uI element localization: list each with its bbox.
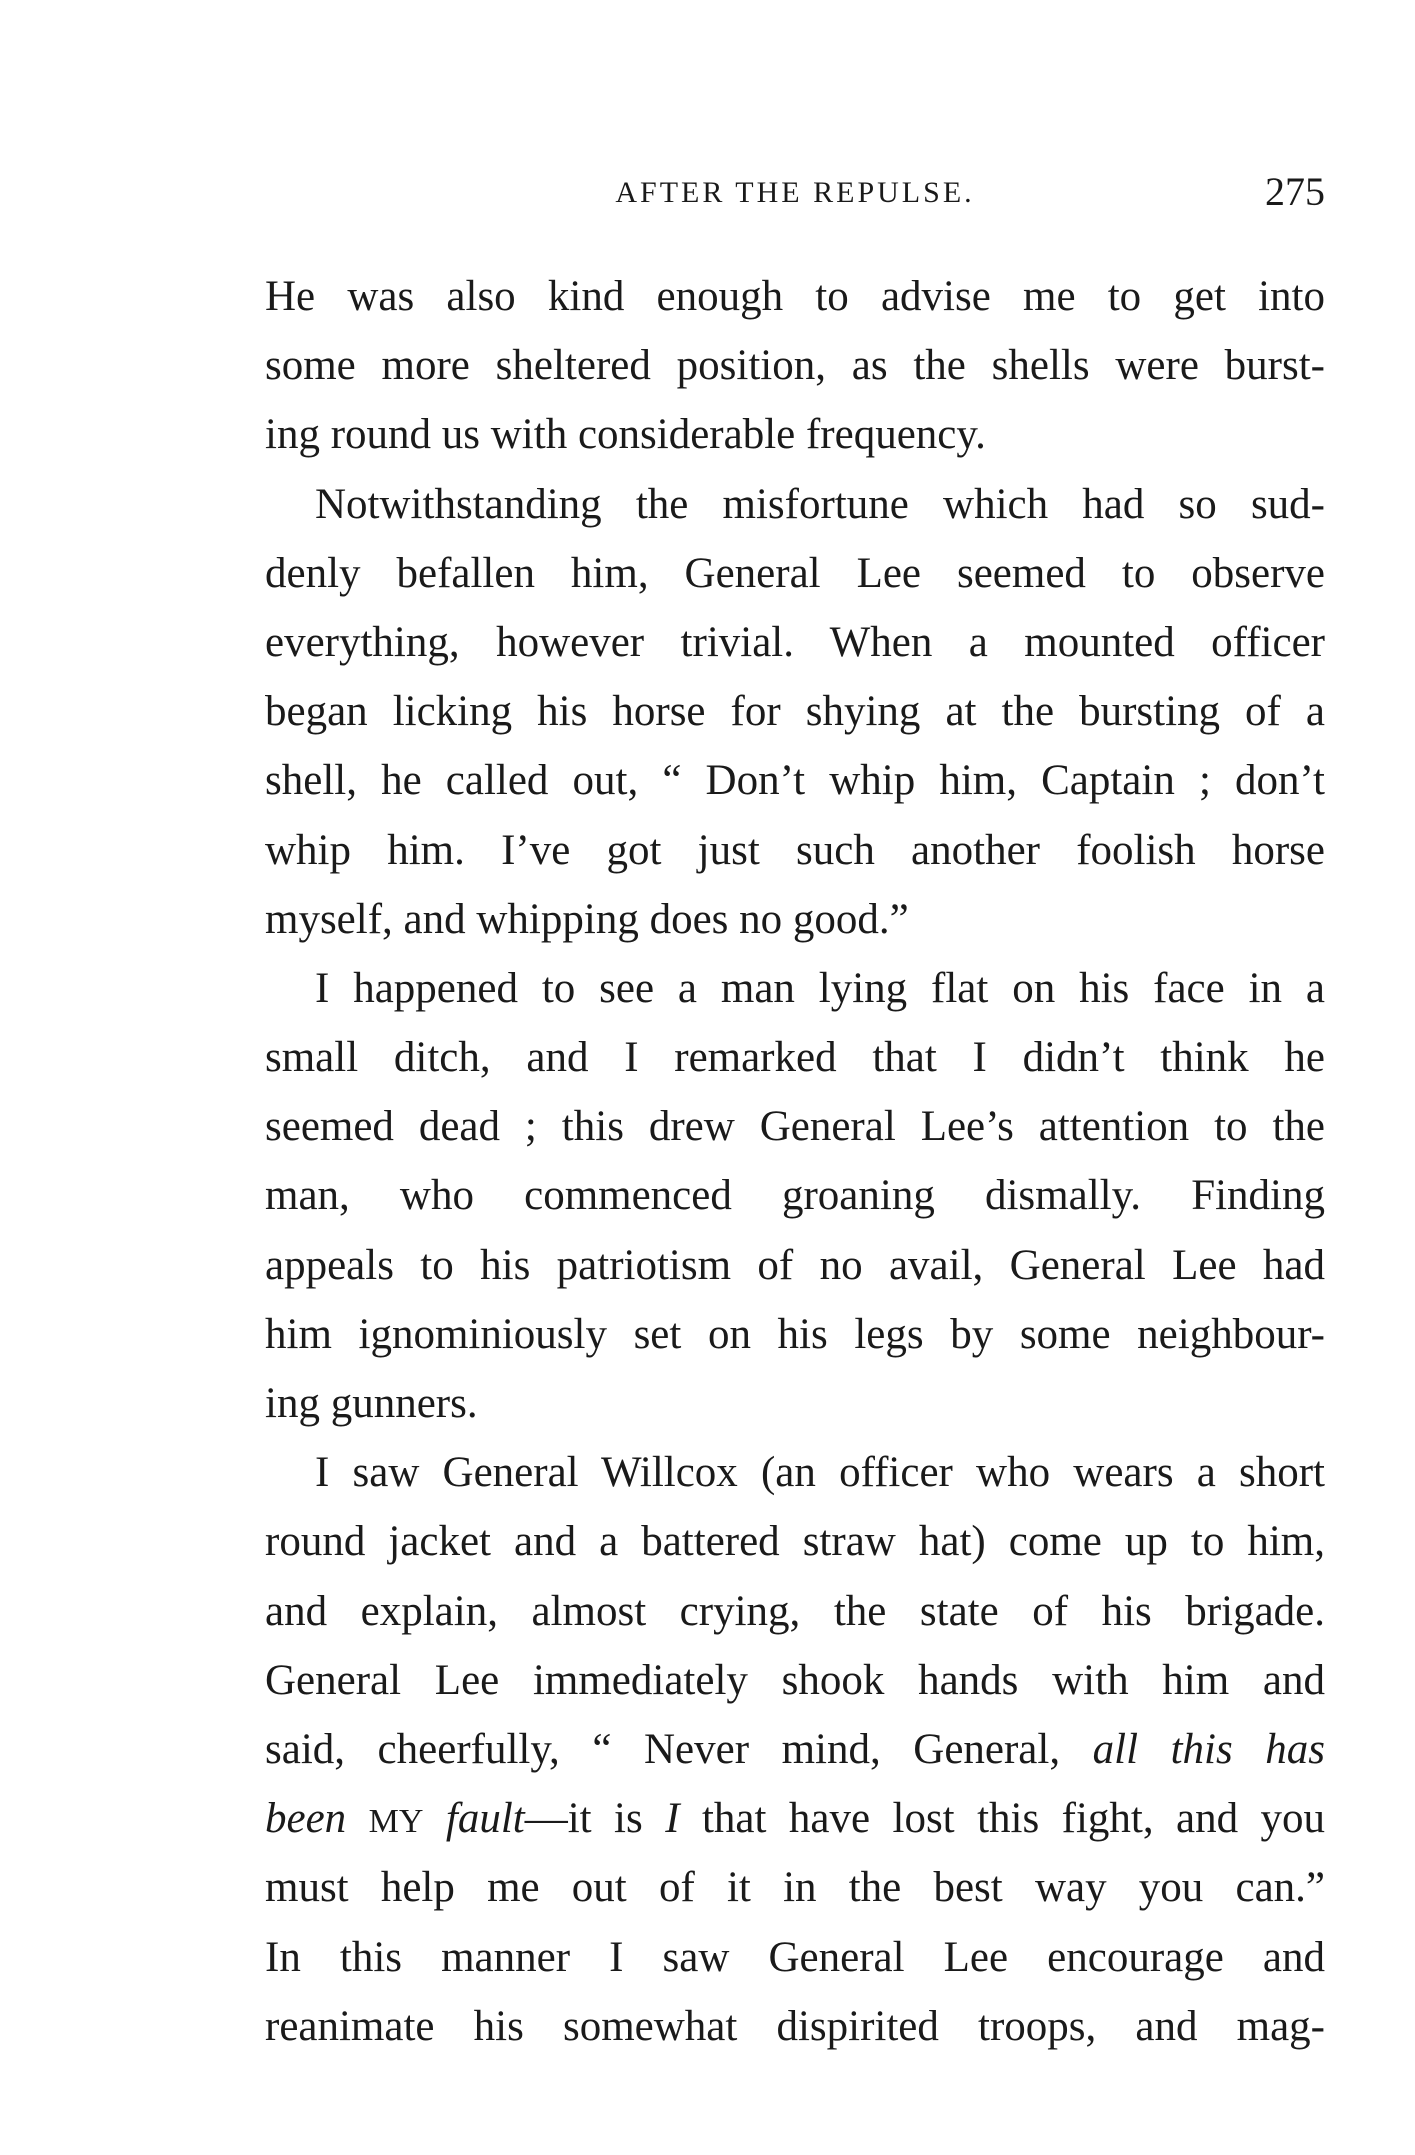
text-line: and explain, almost crying, the state of his brigade.: [265, 1587, 1325, 1635]
text-line: [265, 1784, 1325, 1853]
text-line: ing gunners.: [265, 1380, 478, 1427]
text-line: began licking his horse for shying at the bursting of a: [265, 688, 1325, 736]
small-caps-text: MY: [368, 1803, 424, 1841]
text-line: myself, and whipping does no good.”: [265, 895, 909, 943]
text-line: small ditch, and I remarked that I didn’t think he: [265, 1034, 1325, 1082]
text-line: round jacket and a battered straw hat) come up to him,: [265, 1518, 1325, 1566]
text-run: that have lost this fight, and you: [701, 1795, 1326, 1843]
page-number: 275: [1265, 169, 1325, 214]
text-line: everything, however trivial. When a mounted officer: [265, 618, 1325, 666]
text-line: He was also kind enough to advise me to get into: [265, 273, 1325, 320]
italic-text: I: [665, 1795, 680, 1843]
text-run: said, cheerfully, “ Never mind, General,: [265, 1725, 1061, 1773]
italic-text: fault: [445, 1795, 525, 1843]
running-head: [265, 168, 1325, 224]
text-line: I happened to see a man lying flat on his face in a: [315, 964, 1325, 1012]
text-line: denly befallen him, General Lee seemed to observe: [265, 549, 1325, 597]
text-line: him ignominiously set on his legs by some neighbour-: [265, 1310, 1325, 1358]
text-line: I saw General Willcox (an officer who wears a short: [315, 1449, 1325, 1497]
text-line: [265, 1715, 1325, 1784]
italic-text: been: [265, 1795, 347, 1843]
body-text: [265, 262, 1325, 2061]
text-line: In this manner I saw General Lee encourage and: [265, 1933, 1325, 1981]
running-title: AFTER THE REPULSE.: [615, 176, 975, 209]
text-line: Notwithstanding the misfortune which had so sud-: [315, 480, 1325, 528]
text-line: appeals to his patriotism of no avail, General Lee had: [265, 1241, 1325, 1289]
text-line: some more sheltered position, as the shells were burst-: [265, 342, 1325, 390]
text-line: ing round us with considerable frequency.: [265, 411, 986, 459]
text-run: —it is: [524, 1795, 643, 1843]
text-line: General Lee immediately shook hands with him and: [265, 1656, 1325, 1704]
paragraph-4: [265, 1438, 1325, 2061]
text-line: seemed dead ; this drew General Lee’s attention to the: [265, 1103, 1325, 1151]
text-line: shell, he called out, “ Don’t whip him, Captain ; don’t: [265, 757, 1325, 805]
paragraph-2: [265, 470, 1325, 954]
text-line: reanimate his somewhat dispirited troops, and mag-: [265, 2002, 1325, 2050]
text-line: man, who commenced groaning dismally. Finding: [265, 1172, 1325, 1220]
text-line: whip him. I’ve got just such another foolish horse: [265, 826, 1325, 874]
text-line: must help me out of it in the best way you can.”: [265, 1864, 1325, 1912]
paragraph-1: [265, 262, 1325, 470]
paragraph-3: [265, 954, 1325, 1438]
italic-text: all this has: [1092, 1725, 1325, 1773]
